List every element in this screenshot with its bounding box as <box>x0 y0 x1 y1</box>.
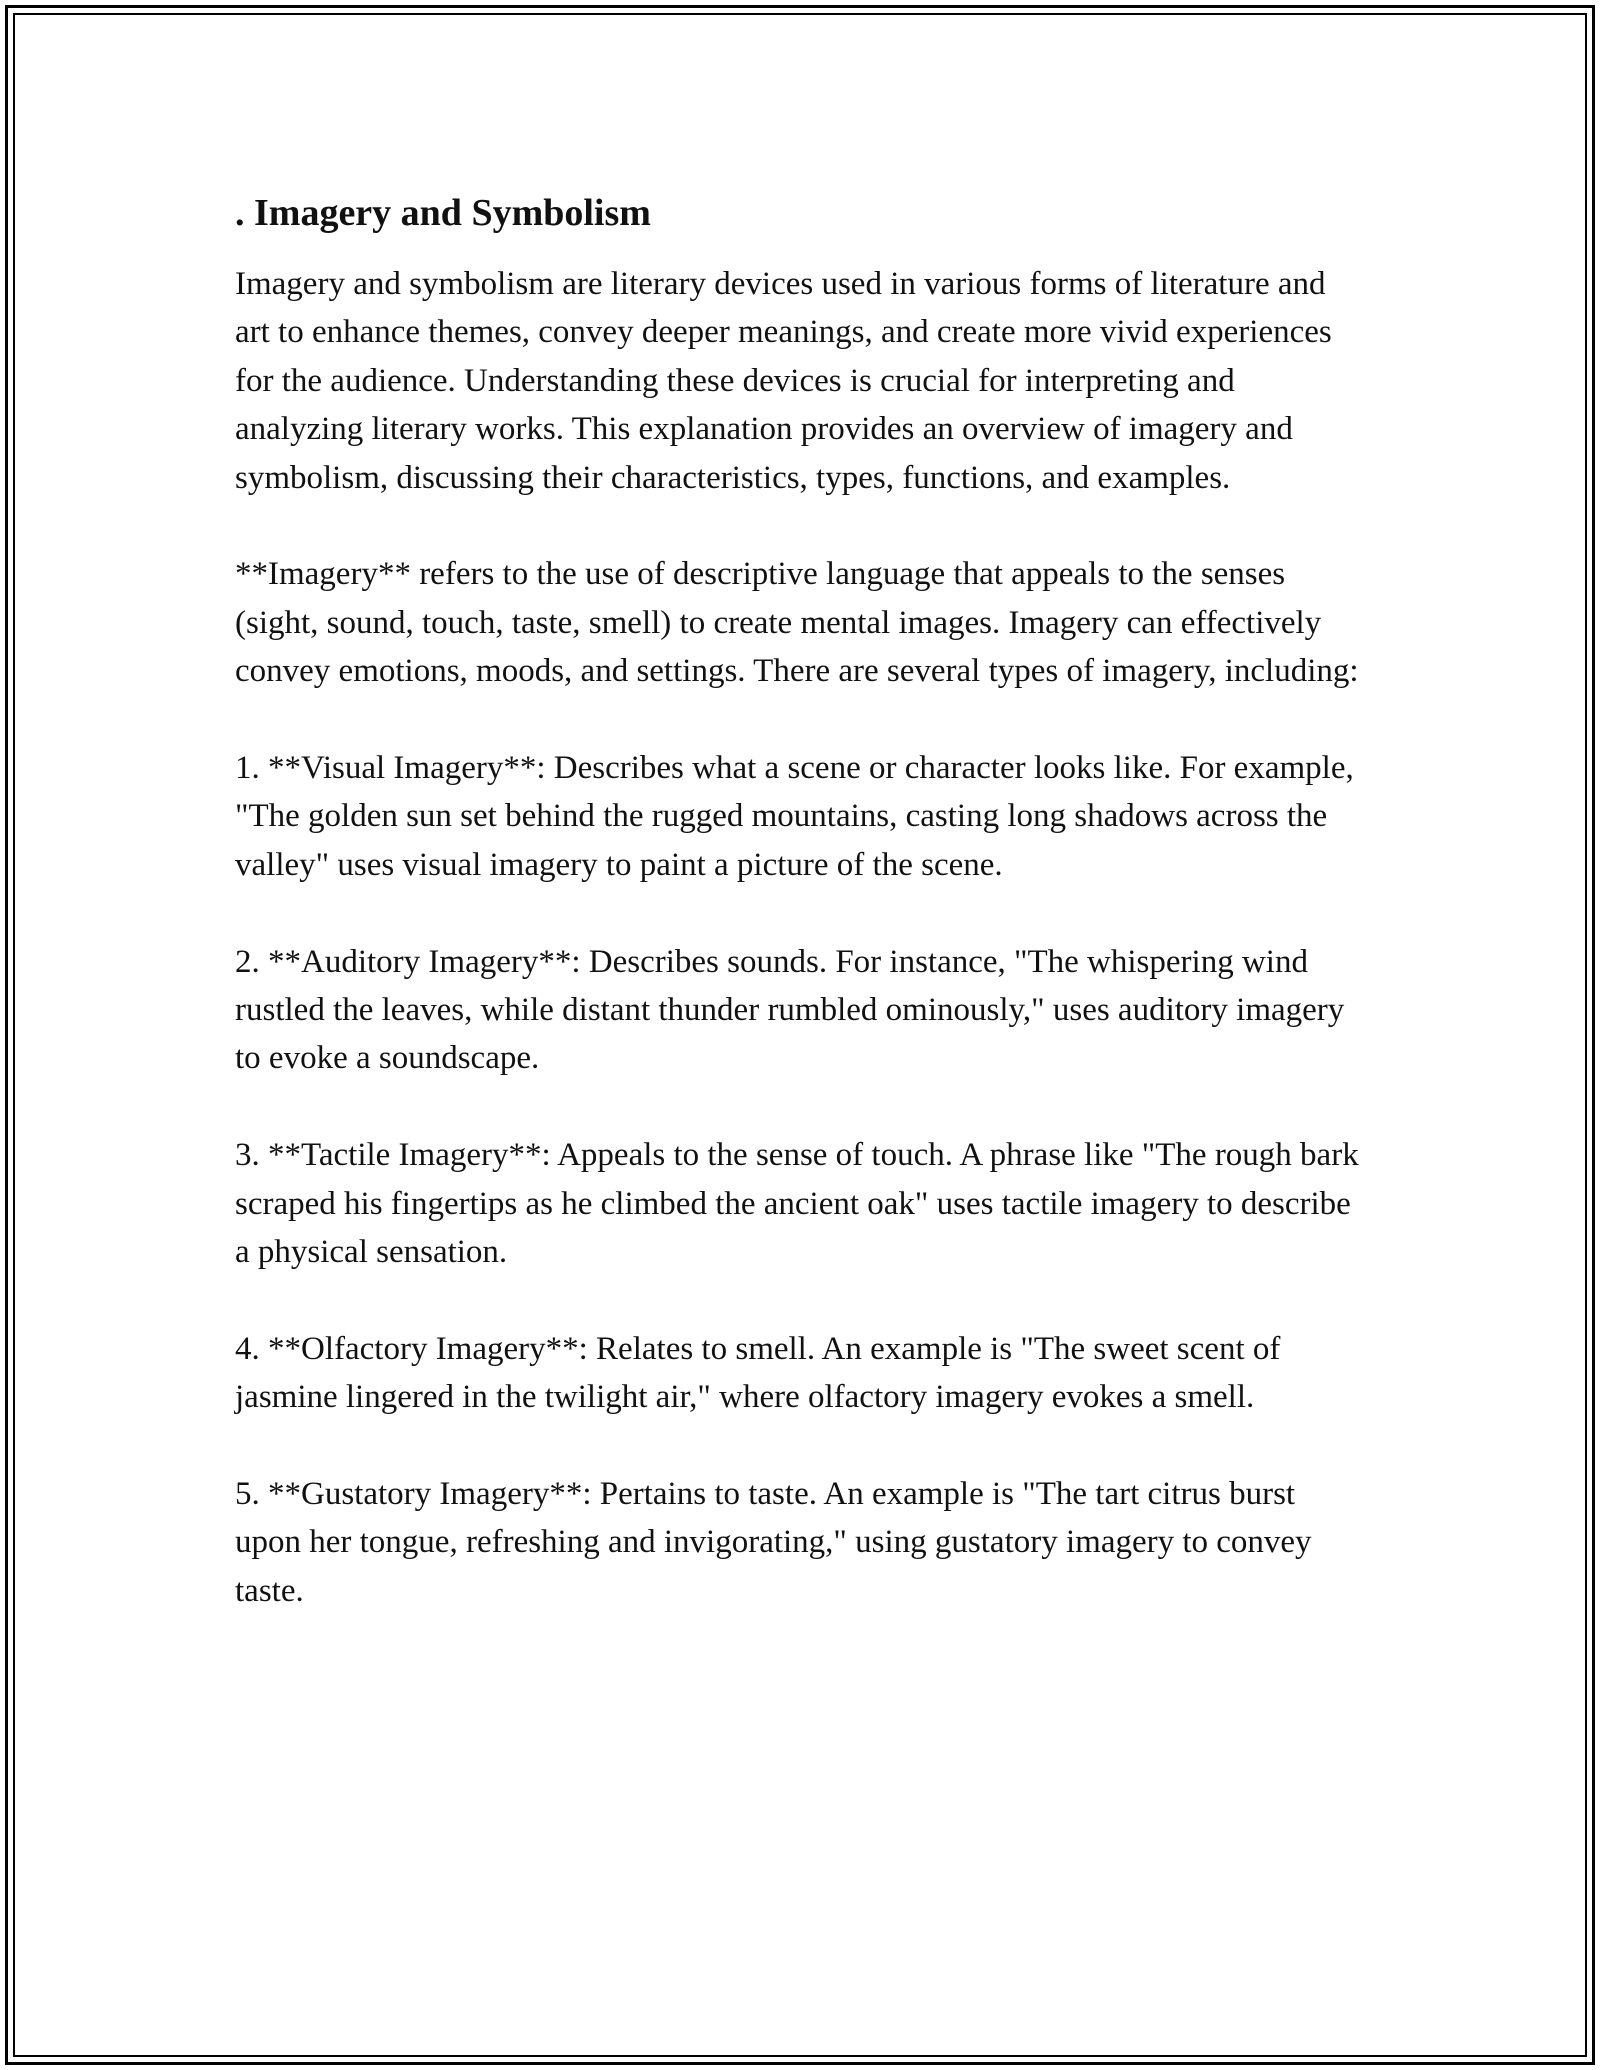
document-title: . Imagery and Symbolism <box>235 192 651 234</box>
visual-imagery-item: 1. **Visual Imagery**: Describes what a scene or character looks like. For example, "The golden sun set behind the rugged mountains, casting long shadows across the valley" uses visual imagery to paint a picture of the scene. <box>235 750 1354 883</box>
imagery-definition-paragraph: **Imagery** refers to the use of descriptive language that appeals to the senses (sight, sound, touch, taste, smell) to create mental images. Imagery can effectively convey emotions, moods, and settings. There are several types of imagery, including: <box>235 556 1359 690</box>
tactile-imagery-item: 3. **Tactile Imagery**: Appeals to the sense of touch. A phrase like "The rough bark scraped his fingertips as he climbed the ancient oak" uses tactile imagery to describe a physical sensation. <box>235 1137 1359 1271</box>
document-body <box>235 186 1365 1615</box>
olfactory-imagery-item: 4. **Olfactory Imagery**: Relates to smell. An example is "The sweet scent of jasmine lingered in the twilight air," where olfactory imagery evokes a smell. <box>235 1330 1281 1416</box>
auditory-imagery-item: 2. **Auditory Imagery**: Describes sounds. For instance, "The whispering wind rustled the leaves, while distant thunder rumbled ominously," uses auditory imagery to evoke a soundscape. <box>235 943 1345 1077</box>
intro-paragraph: Imagery and symbolism are literary devices used in various forms of literature and art to enhance themes, convey deeper meanings, and create more vivid experiences for the audience. Understanding these devices is crucial for interpreting and analyzing literary works. This explanation provides an overview of imagery and symbolism, discussing their characteristics, types, functions, and examples. <box>235 266 1332 496</box>
gustatory-imagery-item: 5. **Gustatory Imagery**: Pertains to taste. An example is "The tart citrus burst upon her tongue, refreshing and invigorating," using gustatory imagery to convey taste. <box>235 1476 1312 1609</box>
